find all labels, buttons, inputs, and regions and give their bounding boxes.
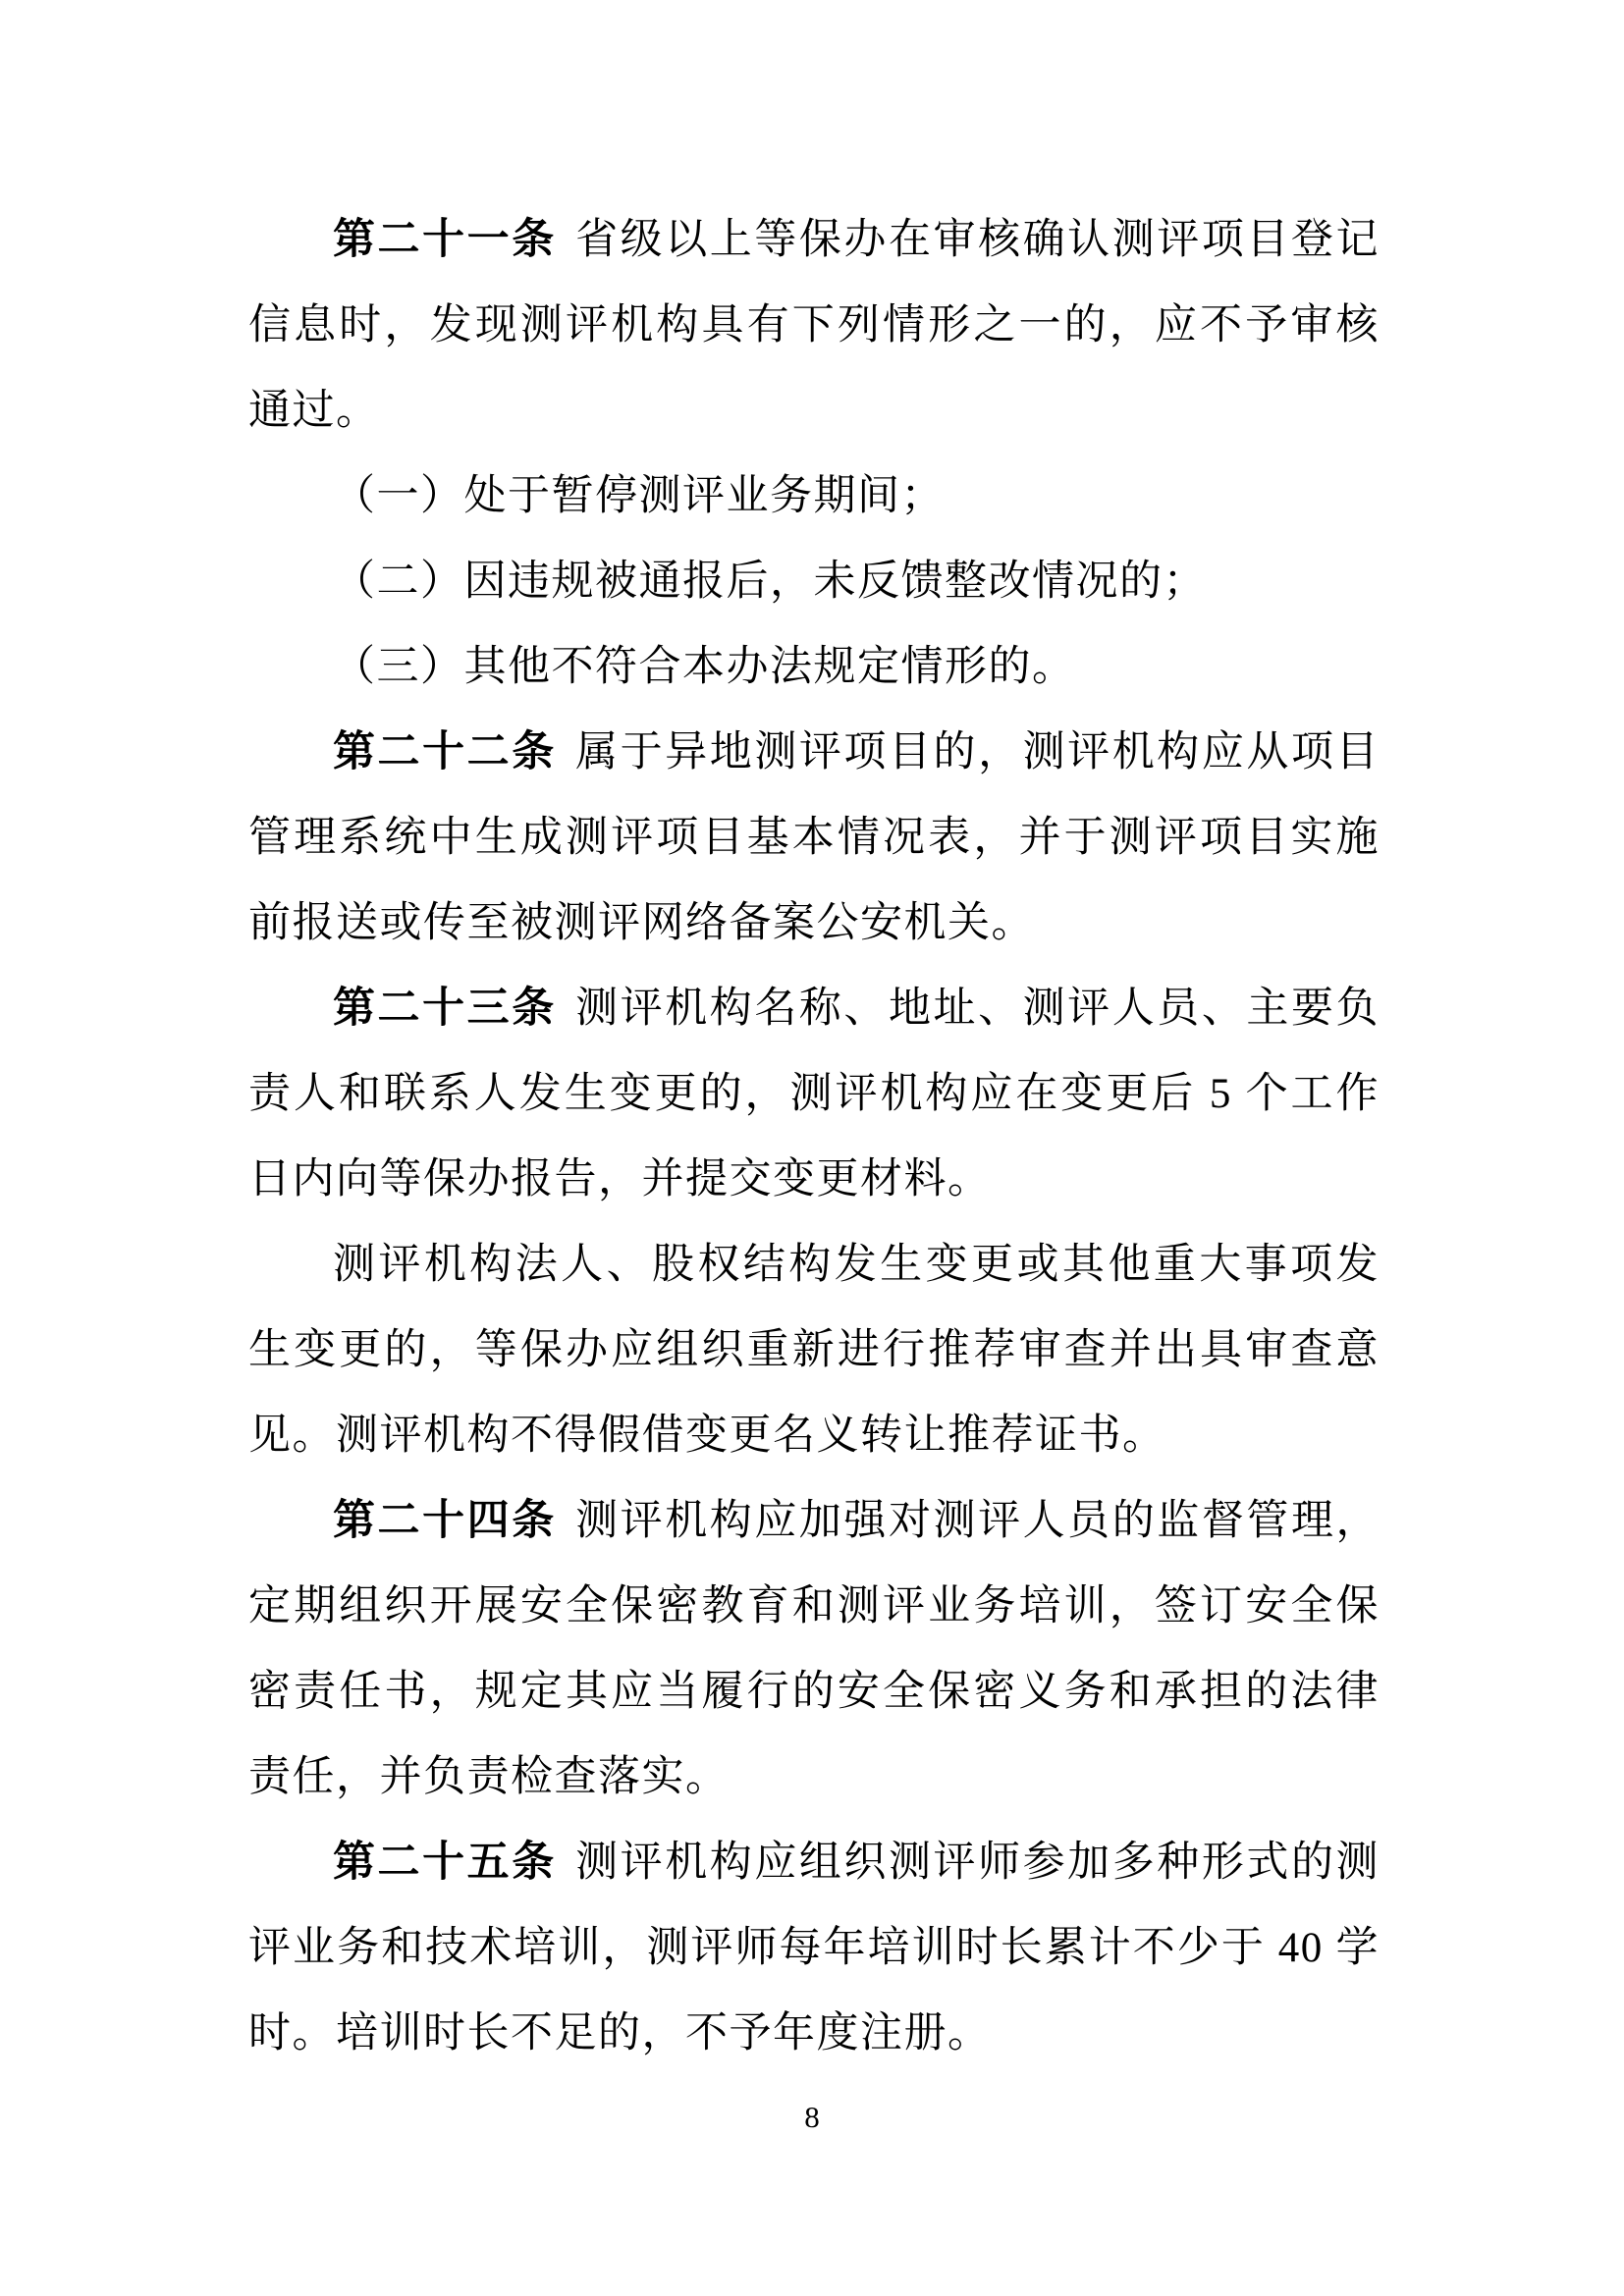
page-number: 8 [804,2100,820,2134]
paragraph-item-3 [248,624,1380,710]
article-23-label: 第二十三条 [333,985,557,1032]
item-1-text: （一）处于暂停测评业务期间； [333,473,945,519]
article-25-text: 测评机构应组织测评师参加多种形式的测评业务和技术培训，测评师每年培训时长累计不少于 40 学时。培训时长不足的，不予年度注册。 [248,1840,1380,2056]
paragraph-article-25 [248,1820,1380,2076]
article-21-text: 省级以上等保办在审核确认测评项目登记信息时，发现测评机构具有下列情形之一的，应不予审核通过。 [248,217,1380,434]
article-22-text: 属于异地测评项目的，测评机构应从项目管理系统中生成测评项目基本情况表，并于测评项目实施前报送或传至被测评网络备案公安机关。 [248,729,1380,946]
article-23-text: 测评机构名称、地址、测评人员、主要负责人和联系人发生变更的，测评机构应在变更后 5 个工作日内向等保办报告，并提交变更材料。 [248,986,1380,1202]
paragraph-article-24 [248,1478,1380,1820]
article-25-label: 第二十五条 [333,1839,557,1886]
paragraph-item-2 [248,539,1380,624]
paragraph-item-1 [248,454,1380,539]
article-24-label: 第二十四条 [333,1497,557,1544]
article-23-continued-text: 测评机构法人、股权结构发生变更或其他重大事项发生变更的，等保办应组织重新进行推荐审查并出具审查意见。测评机构不得假借变更名义转让推荐证书。 [248,1242,1380,1459]
paragraph-article-21 [248,197,1380,454]
paragraph-article-23 [248,966,1380,1222]
article-21-label: 第二十一条 [333,216,557,263]
paragraph-article-23-continued [248,1222,1380,1478]
paragraph-article-22 [248,710,1380,966]
article-22-label: 第二十二条 [333,728,557,775]
text-block [248,197,1380,2076]
item-3-text: （三）其他不符合本办法规定情形的。 [333,644,1076,690]
article-24-text: 测评机构应加强对测评人员的监督管理，定期组织开展安全保密教育和测评业务培训，签订安全保密责任书，规定其应当履行的安全保密义务和承担的法律责任，并负责检查落实。 [248,1498,1380,1800]
item-2-text: （二）因违规被通报后，未反馈整改情况的； [333,559,1207,605]
